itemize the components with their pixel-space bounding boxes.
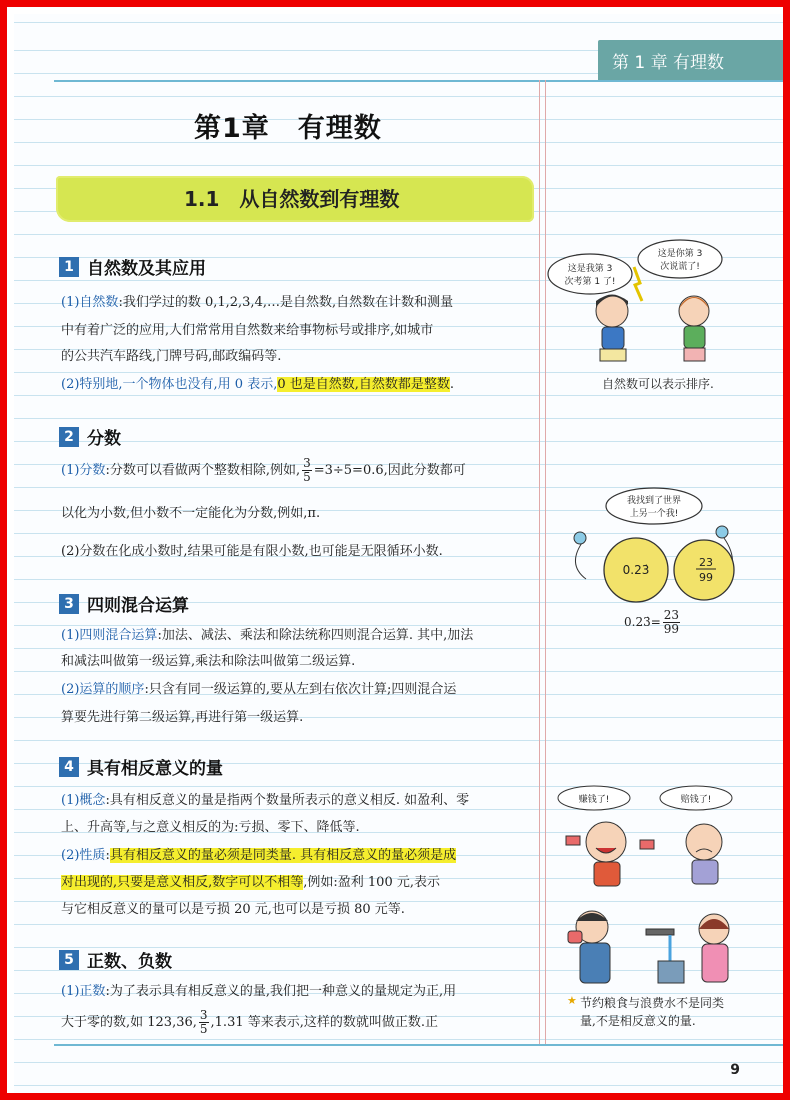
text-line: (1)正数:为了表示具有相反意义的量,我们把一种意义的量规定为正,用 xyxy=(61,984,457,999)
text-line: 以化为小数,但小数不一定能化为分数,例如,π. xyxy=(61,506,321,521)
section-title: 正数、负数 xyxy=(87,952,172,972)
margin-line-left xyxy=(539,80,540,1046)
section-heading-5 xyxy=(59,947,172,972)
lightning-icon xyxy=(634,267,642,301)
section-heading-1 xyxy=(59,254,206,279)
text-line: (2)性质:具有相反意义的量必须是同类量. 具有相反意义的量必须是成 xyxy=(61,848,457,863)
star-icon: ★ xyxy=(567,994,577,1007)
section-heading-4 xyxy=(59,754,223,779)
glove-icon xyxy=(716,526,728,538)
bubble2-line2: 次说谎了! xyxy=(660,262,700,272)
section-number: 1 xyxy=(59,257,79,277)
money-icon xyxy=(640,840,654,849)
ball-right-den: 99 xyxy=(699,571,713,584)
section-heading-3 xyxy=(59,591,189,616)
keyword: 四则混合运算 xyxy=(79,628,158,643)
page-number: 9 xyxy=(730,1062,740,1078)
text-line: 对出现的,只要是意义相反,数字可以不相等,例如:盈利 100 元,表示 xyxy=(61,875,440,890)
illustration-food-water xyxy=(554,899,739,991)
keyword: 自然数 xyxy=(79,295,119,310)
text-line: 的公共汽车路线,门牌号码,邮政编码等. xyxy=(61,349,282,364)
text-line: (1)概念:具有相反意义的量是指两个数量所表示的意义相反. 如盈利、零 xyxy=(61,793,470,808)
illustration-kids xyxy=(542,239,732,369)
text-line: 大于零的数,如 123,36, $\frac{3}{5}$ ,1.31 等来表示,这样的数就叫做正数.正 xyxy=(61,1008,439,1036)
text-line: 算要先进行第二级运算,再进行第一级运算. xyxy=(61,710,304,725)
text-line: 与它相反意义的量可以是亏损 20 元,也可以是亏损 80 元等. xyxy=(61,902,405,917)
keyword: 运算的顺序 xyxy=(79,682,145,697)
section-number: 3 xyxy=(59,594,79,614)
note-line-1: 节约粮食与浪费水不是同类 xyxy=(580,996,725,1010)
note-line-2: 量,不是相反意义的量. xyxy=(580,1014,696,1028)
text-line: 上、升高等,与之意义相反的为:亏损、零下、降低等. xyxy=(61,820,360,835)
keyword: 分数 xyxy=(79,463,106,478)
textbook-page xyxy=(14,14,790,1100)
section-number: 2 xyxy=(59,427,79,447)
ball-left-label: 0.23̇ xyxy=(622,563,650,577)
faucet-icon xyxy=(646,929,674,935)
bubble1-line1: 这是我第 3 xyxy=(567,264,613,274)
bottom-rule xyxy=(54,1044,790,1046)
text-line: (2)分数在化成小数时,结果可能是有限小数,也可能是无限循环小数. xyxy=(61,544,443,559)
bubble2-line1: 这是你第 3 xyxy=(657,249,703,259)
text-line: 中有着广泛的应用,人们常常用自然数来给事物标号或排序,如城市 xyxy=(61,323,434,338)
highlight: 0 也是自然数,自然数都是整数 xyxy=(277,377,450,392)
highlight: 对出现的,只要是意义相反,数字可以不相等 xyxy=(61,875,304,890)
fraction: $\frac{3}{5}$ xyxy=(199,1008,208,1036)
text-line: (1)四则混合运算:加法、减法、乘法和除法统称四则混合运算. 其中,加法 xyxy=(61,628,474,643)
ball-right xyxy=(674,540,734,600)
chapter-title: 第1章 有理数 xyxy=(194,113,382,144)
speech-bubble-left xyxy=(548,254,632,294)
glove-icon xyxy=(574,532,586,544)
ball-right-num: 23 xyxy=(699,556,713,569)
fraction: $\frac{3}{5}$ xyxy=(303,456,311,484)
section-title: 具有相反意义的量 xyxy=(87,759,223,779)
bubble1-line2: 次考第 1 了! xyxy=(564,277,616,287)
text-line: (1)分数:分数可以看做两个整数相除,例如, $\frac{3}{5}$ =3÷5=0.6,因此分数都可 xyxy=(61,456,466,484)
caption-ordering: 自然数可以表示排序. xyxy=(602,377,714,391)
section-banner-title: 1.1 从自然数到有理数 xyxy=(184,187,400,211)
keyword: 正数 xyxy=(79,984,106,999)
caption-decimal: 0.23̇= $\frac{23}{99}$ xyxy=(624,608,680,636)
chapter-tab: 第 1 章 有理数 xyxy=(598,40,790,80)
text-line: 和减法叫做第一级运算,乘法和除法叫做第二级运算. xyxy=(61,654,356,669)
section-number: 5 xyxy=(59,950,79,970)
boy-shirt xyxy=(602,327,624,349)
bucket-icon xyxy=(658,961,684,983)
bubble-loss-text: 赔钱了! xyxy=(680,795,712,805)
happy-man-head xyxy=(586,822,626,862)
section-title: 四则混合运算 xyxy=(87,596,189,616)
section-number: 4 xyxy=(59,757,79,777)
text-line: (2)运算的顺序:只含有同一级运算的,要从左到右依次计算;四则混合运 xyxy=(61,682,457,697)
illustration-profit-loss xyxy=(546,784,741,889)
speech-bubble-right xyxy=(638,240,722,278)
text-line: (2)特别地,一个物体也没有,用 0 表示,0 也是自然数,自然数都是整数. xyxy=(61,377,455,392)
highlight: 具有相反意义的量必须是同类量. 具有相反意义的量必须是成 xyxy=(109,848,457,863)
keyword: 性质 xyxy=(79,848,106,863)
bubble-profit-text: 赚钱了! xyxy=(578,795,610,805)
money-icon xyxy=(566,836,580,845)
bowl-icon xyxy=(568,931,582,943)
illustration-decimal-balls xyxy=(546,484,746,609)
section-title: 分数 xyxy=(87,429,121,449)
sad-man-head xyxy=(686,824,722,860)
section-title: 自然数及其应用 xyxy=(87,259,206,279)
top-rule xyxy=(54,80,790,82)
bubble3-line2: 上另一个我! xyxy=(629,509,679,519)
girl-shirt xyxy=(684,326,705,348)
section-heading-2 xyxy=(59,424,121,449)
bubble3-line1: 我找到了世界 xyxy=(626,496,682,506)
keyword: 概念 xyxy=(79,793,106,808)
text-line: (1)自然数:我们学过的数 0,1,2,3,4,…是自然数,自然数在计数和测量 xyxy=(61,295,454,310)
girl-head xyxy=(679,296,709,326)
